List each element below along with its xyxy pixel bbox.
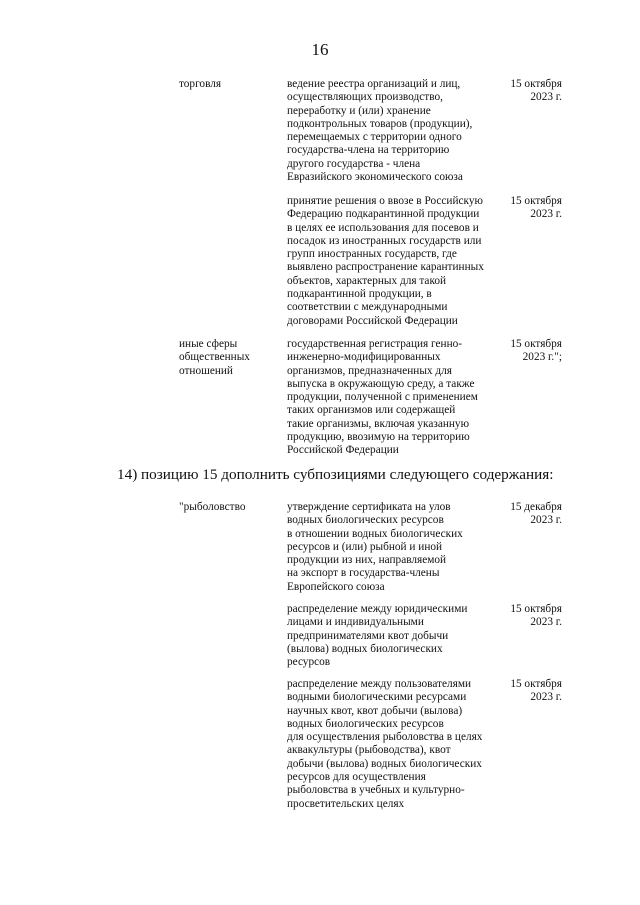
text-line: "рыболовство <box>179 501 246 513</box>
text-line: иные сферы <box>179 338 238 350</box>
text-line: договорами Российской Федерации <box>287 314 458 327</box>
text-line: подкарантинной продукции, в <box>287 288 432 301</box>
text-line: осуществляющих производство, <box>287 91 443 104</box>
date-cell <box>502 501 562 528</box>
text-line: просветительских целях <box>287 797 405 810</box>
text-line: в отношении водных биологических <box>287 527 463 540</box>
text-line: распределение между юридическими <box>287 603 468 615</box>
text-line: в целях ее использования для посевов и <box>287 221 479 234</box>
text-line: (вылова) водных биологических <box>287 642 443 655</box>
text-line: рыболовства в учебных и культурно- <box>287 784 465 797</box>
text-line: государственная регистрация генно- <box>287 338 463 350</box>
text-line: выпуска в окружающую среду, а также <box>287 377 475 390</box>
text-line: принятие решения о ввозе в Российскую <box>287 195 483 207</box>
text-line: подконтрольных товаров (продукции), <box>287 117 473 130</box>
text-line: отношений <box>179 364 233 377</box>
text-line: аквакультуры (рыбоводства), квот <box>287 744 451 757</box>
text-line: общественных <box>179 351 250 364</box>
text-line: таких организмов или содержащей <box>287 404 456 417</box>
text-line: продукцию, ввозимую на территорию <box>287 431 470 444</box>
text-line: 2023 г. <box>530 691 562 704</box>
text-line: распределение между пользователями <box>287 678 472 690</box>
text-line: утверждение сертификата на улов <box>287 501 451 513</box>
text-line: переработку и (или) хранение <box>287 104 431 117</box>
date-cell <box>502 678 562 705</box>
text-line: научных квот, квот добычи (вылова) <box>287 704 463 717</box>
text-line: объектов, характерных для такой <box>287 274 447 287</box>
text-line: Европейского союза <box>287 580 385 593</box>
text-line: выявлено распространение карантинных <box>287 261 484 274</box>
text-line: 15 октября <box>510 603 562 615</box>
text-line: добычи (вылова) водных биологических <box>287 757 482 770</box>
text-line: 2023 г."; <box>522 351 562 364</box>
measure-cell <box>287 338 499 458</box>
text-line: ресурсов <box>287 656 331 669</box>
measure-cell <box>287 78 499 184</box>
text-line: государства-члена на территорию <box>287 144 450 157</box>
text-line: перемещаемых с территории одного <box>287 131 462 144</box>
text-line: 15 октября <box>510 78 562 90</box>
text-line: ресурсов для осуществления <box>287 771 426 784</box>
text-line: 2023 г. <box>530 514 562 527</box>
text-line: инженерно-модифицированных <box>287 351 441 364</box>
text-line: водными биологическими ресурсами <box>287 691 467 704</box>
text-line: ресурсов и (или) рыбной и иной <box>287 540 443 553</box>
text-line: соответствии с международными <box>287 301 448 314</box>
text-line: групп иностранных государств, где <box>287 248 457 261</box>
text-line: продукции из них, направляемой <box>287 554 447 567</box>
amendment-paragraph: 14) позицию 15 дополнить субпозициями следующего содержания: <box>117 466 554 483</box>
text-line: 15 октября <box>510 678 562 690</box>
date-cell <box>502 78 562 105</box>
text-line: Российской Федерации <box>287 444 399 457</box>
text-line: водных биологических ресурсов <box>287 514 444 527</box>
page-number: 16 <box>311 40 329 59</box>
text-line: 15 декабря <box>510 501 562 513</box>
sphere-cell <box>179 78 279 91</box>
date-cell <box>502 338 562 365</box>
text-line: водных биологических ресурсов <box>287 717 444 730</box>
measure-cell <box>287 603 499 669</box>
text-line: 15 октября <box>510 195 562 207</box>
text-line: 2023 г. <box>530 91 562 104</box>
sphere-line: торговля <box>179 78 222 90</box>
text-line: Евразийского экономического союза <box>287 171 463 184</box>
text-line: такие организмы, включая указанную <box>287 417 470 430</box>
measure-cell <box>287 195 499 328</box>
text-line: Федерацию подкарантинной продукции <box>287 208 480 221</box>
text-line: лицами и индивидуальными <box>287 616 424 629</box>
text-line: 2023 г. <box>530 208 562 221</box>
text-line: организмов, предназначенных для <box>287 364 452 377</box>
text-line: другого государства - члена <box>287 157 421 170</box>
text-line: для осуществления рыболовства в целях <box>287 731 483 744</box>
date-cell <box>502 195 562 222</box>
text-line: на экспорт в государства-члены <box>287 567 440 580</box>
text-line: посадок из иностранных государств или <box>287 234 482 247</box>
date-cell <box>502 603 562 630</box>
text-line: 2023 г. <box>530 616 562 629</box>
text-line: ведение реестра организаций и лиц, <box>287 78 461 90</box>
sphere-cell <box>179 501 279 514</box>
measure-cell <box>287 678 499 811</box>
text-line: предпринимателями квот добычи <box>287 629 449 642</box>
measure-cell <box>287 501 499 594</box>
text-line: продукции, полученной с применением <box>287 391 478 404</box>
text-line: 15 октября <box>510 338 562 350</box>
sphere-cell <box>179 338 279 378</box>
